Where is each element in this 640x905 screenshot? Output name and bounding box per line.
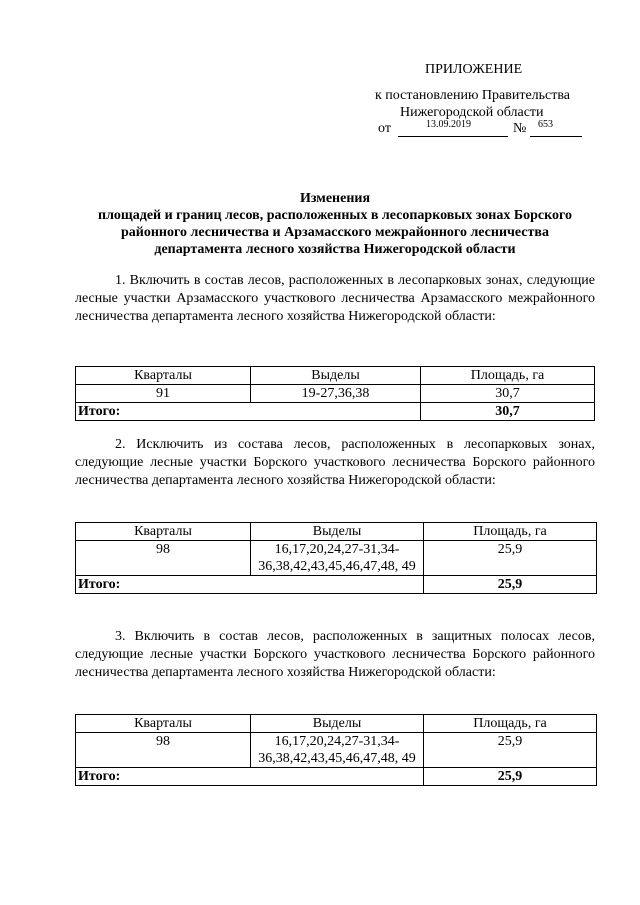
date-underline (398, 136, 508, 137)
table-total-row (76, 576, 597, 594)
cell-ploshchad: 30,7 (421, 385, 595, 403)
header-kvartaly: Кварталы (76, 523, 251, 541)
total-value: 30,7 (421, 403, 595, 421)
table-row (76, 733, 597, 768)
appendix-number: 653 (538, 119, 553, 130)
header-vydely: Выделы (251, 523, 424, 541)
cell-vydely: 16,17,20,24,27-31,34-36,38,42,43,45,46,47,48, 49 (251, 733, 424, 768)
cell-vydely: 19-27,36,38 (251, 385, 421, 403)
cell-kvartal: 91 (76, 385, 251, 403)
section-1-text: 1. Включить в состав лесов, расположенных в лесопарковых зонах, следующие лесные участки Арзамасского участкового лесничества Арзамасского межрайонного лесничества департамента лесного хозяйства Нижегородской области: (75, 273, 595, 324)
table-header-row (76, 523, 597, 541)
header-ploshchad: Площадь, га (421, 367, 595, 385)
header-kvartaly: Кварталы (76, 367, 251, 385)
total-label: Итого: (76, 576, 424, 594)
header-kvartaly: Кварталы (76, 715, 251, 733)
table-row (76, 385, 595, 403)
total-value: 25,9 (424, 768, 597, 786)
cell-ploshchad: 25,9 (424, 541, 597, 576)
section-1-table (75, 366, 595, 421)
cell-kvartal: 98 (76, 733, 251, 768)
appendix-date: 13.09.2019 (426, 119, 471, 130)
table-total-row (76, 768, 597, 786)
title-line-1: Изменения (299, 191, 371, 206)
appendix-line-1: к постановлению Правительства (375, 88, 571, 103)
section-3-text: 3. Включить в состав лесов, расположенных в защитных полосах лесов, следующие лесные участки Борского участкового лесничества Борского районного лесничества департамента лесного хозяйства Нижегородской области: (75, 629, 595, 680)
header-vydely: Выделы (251, 715, 424, 733)
number-underline (530, 136, 582, 137)
cell-kvartal: 98 (76, 541, 251, 576)
table-row (76, 541, 597, 576)
title-line-2: площадей и границ лесов, расположенных в лесопарковых зонах Борского (98, 208, 572, 223)
appendix-title: ПРИЛОЖЕНИЕ (425, 62, 523, 77)
document-title (60, 190, 610, 258)
title-line-3: районного лесничества и Арзамасского межрайонного лесничества (121, 225, 549, 240)
table-total-row (76, 403, 595, 421)
total-label: Итого: (76, 403, 421, 421)
title-line-4: департамента лесного хозяйства Нижегородской области (154, 242, 516, 257)
total-value: 25,9 (424, 576, 597, 594)
section-2-text: 2. Исключить из состава лесов, расположенных в лесопарковых зонах, следующие лесные участки Борского участкового лесничества Борского районного лесничества департамента лесного хозяйства Нижегородской области: (75, 437, 595, 488)
cell-ploshchad: 25,9 (424, 733, 597, 768)
header-ploshchad: Площадь, га (424, 715, 597, 733)
section-2-table (75, 522, 597, 594)
header-ploshchad: Площадь, га (424, 523, 597, 541)
appendix-date-number (378, 121, 593, 141)
from-label: от (378, 121, 391, 136)
table-header-row (76, 367, 595, 385)
section-3-table (75, 714, 597, 786)
appendix-line-2: Нижегородской области (400, 105, 544, 120)
cell-vydely: 16,17,20,24,27-31,34-36,38,42,43,45,46,47,48, 49 (251, 541, 424, 576)
table-header-row (76, 715, 597, 733)
header-vydely: Выделы (251, 367, 421, 385)
number-label: № (513, 121, 527, 136)
total-label: Итого: (76, 768, 424, 786)
